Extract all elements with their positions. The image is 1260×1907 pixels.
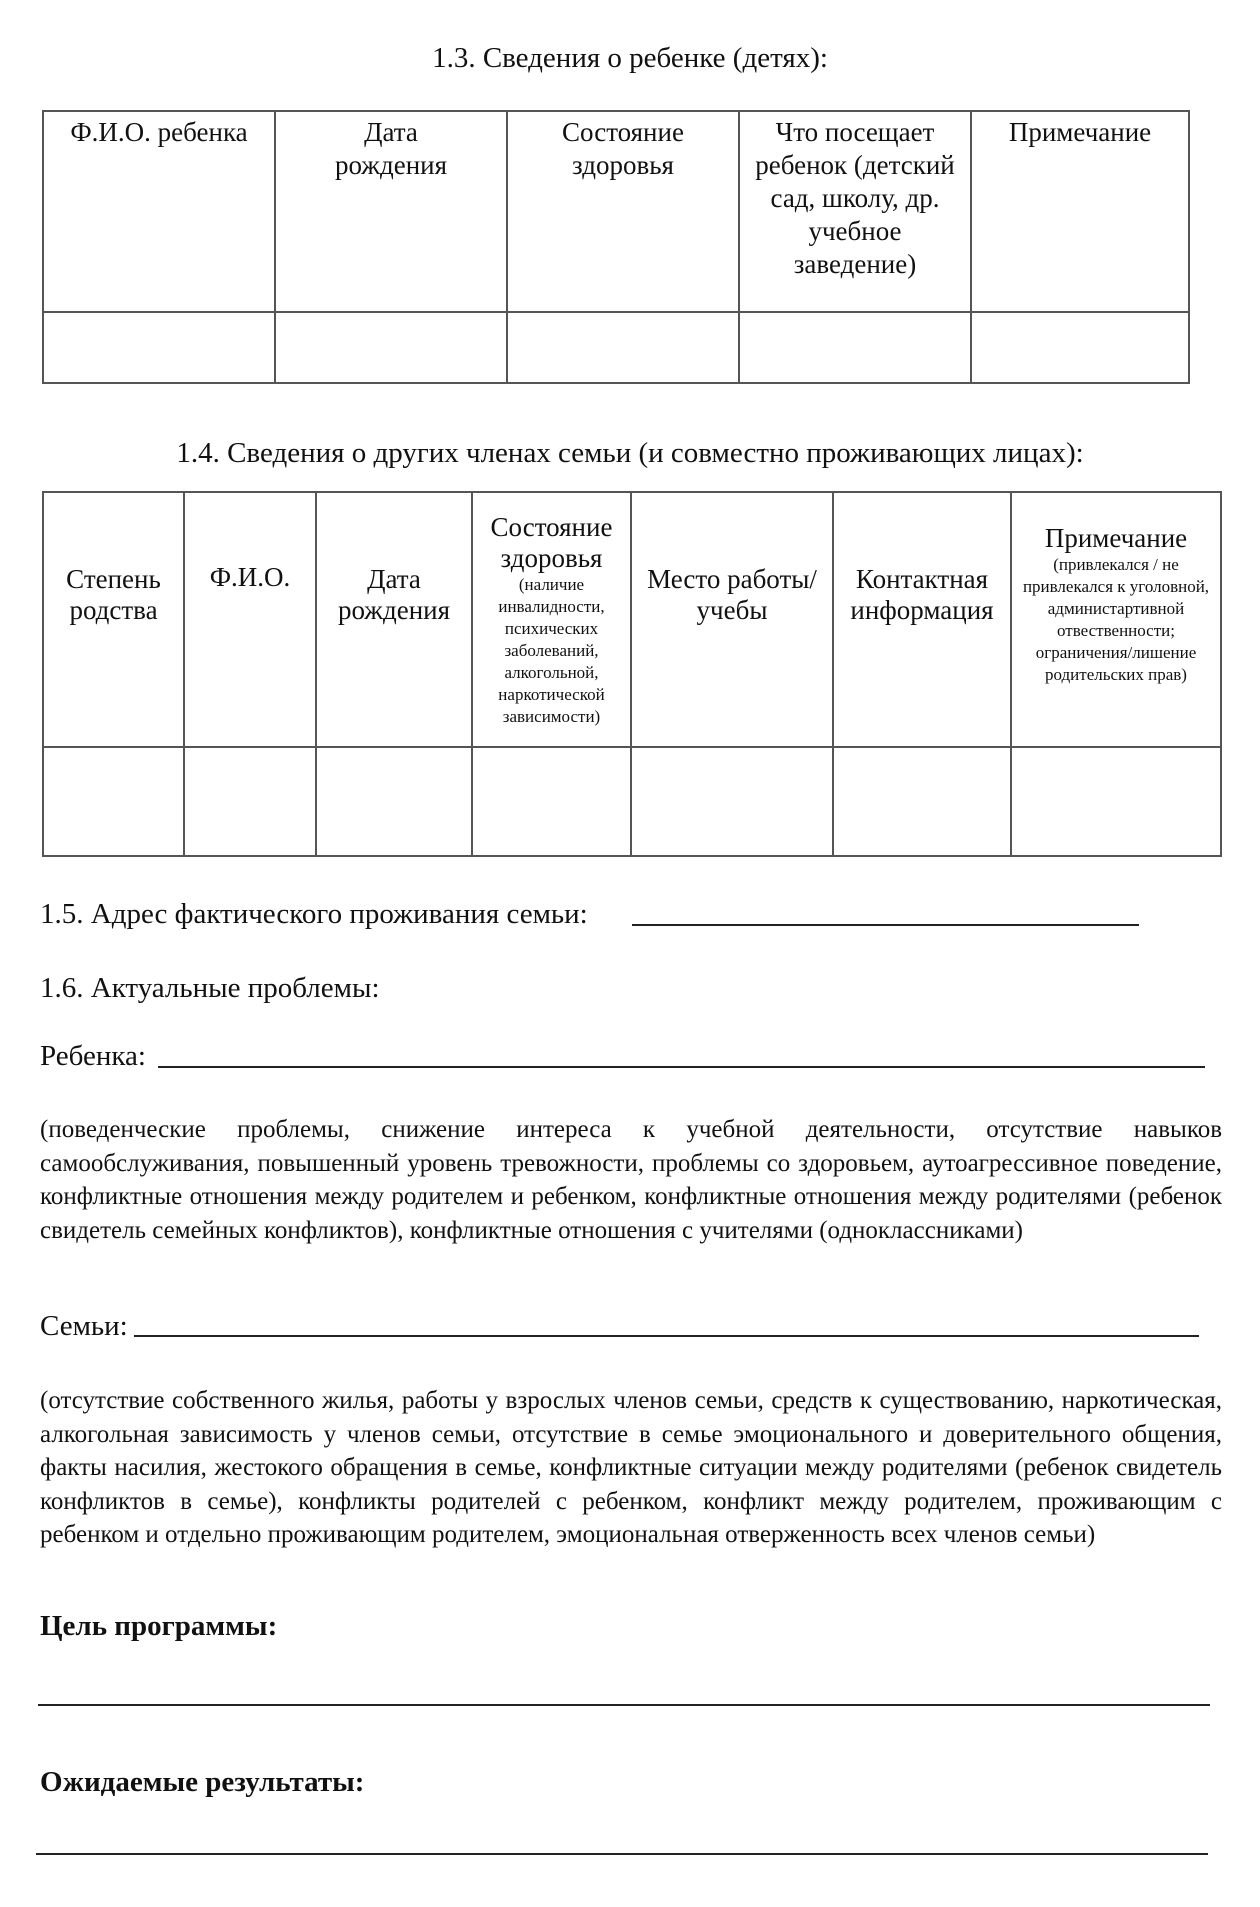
header-relationship-label: Степень родства <box>66 563 161 625</box>
cell-note[interactable] <box>971 312 1189 383</box>
header-contact-label: Контактная информация <box>850 563 994 625</box>
cell-note[interactable] <box>1011 747 1221 856</box>
family-problems-hint: (отсутствие собственного жилья, работы у взрослых членов семьи, средств к существованию, наркотическая, алкогольная зависимость у членов семьи, отсутствие в семье эмоционального и доверительного общения, факты насилия, жестокого обращения в семье, конфликтные ситуации между родителями (ребенок свидетель конфликтов в семье), конфликты родителей с ребенком, конфликт между родителем, проживающим с ребенком и отдельно проживающим родителем, эмоциональная отверженность всех членов семьи) <box>40 1387 1222 1548</box>
section-1-4-title: 1.4. Сведения о других членах семьи (и совместно проживающих лицах): <box>176 437 1084 469</box>
header-full-name <box>184 492 316 747</box>
header-note: Примечание <box>971 111 1189 312</box>
header-relationship <box>43 492 184 747</box>
header-note <box>1011 492 1221 747</box>
program-goal-label: Цель программы: <box>40 1610 278 1642</box>
cell-child-name[interactable] <box>43 312 275 383</box>
cell-health[interactable] <box>507 312 739 383</box>
header-health <box>472 492 631 747</box>
cell-birth-date[interactable] <box>275 312 507 383</box>
header-health-label: Состояние здоровья <box>490 511 613 573</box>
cell-birth-date[interactable] <box>316 747 472 856</box>
family-problems-input-line[interactable] <box>134 1335 1199 1337</box>
header-full-name-label: Ф.И.О. <box>209 562 291 592</box>
header-birth-date-label: Дата рождения <box>337 563 451 625</box>
address-label: 1.5. Адрес фактического проживания семьи: <box>40 898 588 930</box>
header-workplace <box>631 492 833 747</box>
cell-attends[interactable] <box>739 312 971 383</box>
header-note-text: (привлекался / не привлекался к уголовной, администартивной отвественности; ограничения/лишение родительских прав) <box>1022 555 1210 684</box>
address-input-line[interactable] <box>632 924 1139 926</box>
child-problems-input-line[interactable] <box>158 1066 1205 1068</box>
child-problems-label: Ребенка: <box>40 1040 146 1072</box>
family-problems-label: Семьи: <box>40 1310 128 1342</box>
cell-relationship[interactable] <box>43 747 184 856</box>
program-goal-input-line[interactable] <box>38 1704 1210 1706</box>
cell-full-name[interactable] <box>184 747 316 856</box>
header-contact <box>833 492 1011 747</box>
header-attends: Что посещает ребенок (детский сад, школу, др. учебное заведение) <box>739 111 971 312</box>
section-1-6-title: 1.6. Актуальные проблемы: <box>40 972 380 1004</box>
table-header-row <box>43 492 1221 747</box>
cell-health[interactable] <box>472 747 631 856</box>
child-info-table <box>42 110 1190 384</box>
table-row <box>43 312 1189 383</box>
header-birth-date <box>316 492 472 747</box>
cell-contact[interactable] <box>833 747 1011 856</box>
child-problems-hint: (поведенческие проблемы, снижение интереса к учебной деятельности, отсутствие навыков самообслуживания, повышенный уровень тревожности, проблемы со здоровьем, аутоагрессивное поведение, конфликтные отношения между родителем и ребенком, конфликтные отношения между родителями (ребенок свидетель семейных конфликтов), конфликтные отношения с учителями (одноклассниками) <box>40 1116 1222 1244</box>
table-row <box>43 747 1221 856</box>
header-birth-date: Дата рождения <box>275 111 507 312</box>
expected-results-label: Ожидаемые результаты: <box>40 1766 365 1798</box>
header-health: Состояние здоровья <box>507 111 739 312</box>
family-members-table <box>42 491 1222 857</box>
table-header-row <box>43 111 1189 312</box>
header-note-label: Примечание <box>1044 523 1188 553</box>
cell-workplace[interactable] <box>631 747 833 856</box>
section-1-3-title: 1.3. Сведения о ребенке (детях): <box>432 42 828 74</box>
header-workplace-label: Место работы/учебы <box>647 563 817 625</box>
header-health-note: (наличие инвалидности, психических заболеваний, алкогольной, наркотической зависимости) <box>498 574 605 726</box>
expected-results-input-line[interactable] <box>36 1853 1208 1855</box>
header-child-name: Ф.И.О. ребенка <box>43 111 275 312</box>
